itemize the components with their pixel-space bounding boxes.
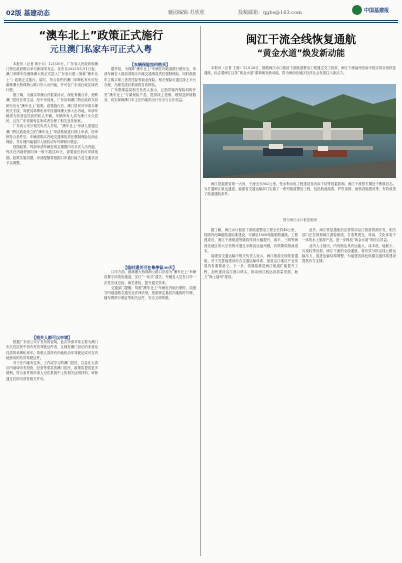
photo-caption bbox=[204, 218, 396, 226]
logo-wordmark: 中国基建报 bbox=[364, 8, 390, 14]
right-article-title: 闽江干流全线恢复通航 bbox=[246, 33, 356, 46]
right-article-column-1 bbox=[204, 228, 298, 408]
right-article-column-2 bbox=[302, 228, 396, 408]
paragraph: 闽江是福建省第一大河，干流全长562公里。受水利水电工程建设及河床下切等因素影响，闽江干流曾长期处于断航状态。为打通闽江航运通道，福建省交通运输部门实施了一系列航道整治工程，包括航道疏浚、护岸加固、助航设施建设等，有效改善了航道通航条件。 bbox=[204, 182, 396, 197]
page-section-label: 02版 基建动态 bbox=[6, 9, 50, 17]
right-article-body-top bbox=[204, 182, 396, 214]
newspaper-logo bbox=[352, 4, 398, 18]
left-article-column-1 bbox=[6, 62, 98, 332]
paragraph: 此外，闽江恢复通航后还将带动沿江旅游资源开发，相关部门正在规划闽江游轮航线，打造集观光、休闲、文化体验于一体的水上旅游产品，进一步释放“黄金水道”的综合效益。 bbox=[302, 228, 396, 243]
river-lock-photo bbox=[203, 84, 396, 178]
logo-icon bbox=[352, 5, 362, 15]
header-rule bbox=[4, 20, 398, 21]
paragraph: 本报讯（记者 林小月）12月30日，广东省人民政府和澳门特区政府联合举行新闻发布会，宣布自2023年1月1日起，澳门单牌车经港珠澳大桥正式进入广东省行驶（简称“澳车北上”）政策正式施行。届时，符合条件的澳门单牌私家车可经港珠澳大桥珠海公路口岸入出内地，并可在广东省行政区域内行驶。 bbox=[6, 62, 98, 93]
submission-email: 投稿邮箱：qgbs@163.com bbox=[238, 10, 302, 16]
paragraph: 据介绍，为保障“澳车北上”车辆在内地道路行驶安全，申请车辆在入境前须购买内地交通事故责任强制保险，同时鼓励车主购买第三者责任险等商业保险。相关保险可通过线上平台办理，办理完成后系统将自动核验。 bbox=[104, 67, 196, 87]
paragraph: 口岸方面，港珠澳大桥珠海公路口岸将为“澳车北上”车辆设置专用查验通道，实行“一站式”通关，车辆及人员在口岸一次性完成边检、海关查验，提升通关效率。 bbox=[104, 270, 196, 285]
left-article-column-2 bbox=[104, 62, 196, 262]
right-article-subtitle: “黄金水道”焕发新动能 bbox=[257, 49, 345, 59]
left-article-subtitle: 元旦澳门私家车可正式入粤 bbox=[49, 45, 152, 55]
paragraph: 按照政策，每部申请车辆在规定期限内可多次入出内地，每次在内地停留时间一般不超过30天，需要延长的可申请延期。政策实施初期，申请配额将根据口岸通行能力及交通状况予以调整。 bbox=[6, 145, 98, 165]
paragraph: 对于在内地有住所、工作或学习的澳门居民，以及在大湾区内地城市有投资、经营等需求的澳门居民，政策将提供更多便利。符合条件的申请人可在系统中上传相关证明材料，审核通过后即可获发相关许可。 bbox=[6, 361, 98, 381]
paragraph: 据了解，闽江水口枢纽下游航道整治工程全长约48公里，按照内河Ⅲ级航道标准建设，可满足1000吨级船舶通航。工程建成后，闽江干流航道等级将得到大幅提升，南平、三明等闽西北地区的大宗货物可通过水路直达福州港，有效降低物流成本。 bbox=[204, 228, 298, 253]
paragraph: 广东省公安厅相关负责人介绍，“澳车北上”申请人需通过澳门特区政府设立的“澳车北上”申请系统进行网上申请，经审核符合条件后，车辆须购买内地交通事故责任强制保险及商业保险，并办理内地临时入境机动车号牌和行驶证。 bbox=[6, 124, 98, 145]
section-heading-eligibility: 【相关人群可以申请】 bbox=[32, 335, 72, 340]
paragraph: 广东银保监局相关负责人表示，已指导辖内保险机构开发“澳车北上”专属保险产品，提供线上投保、理赔及跨境服务，切实保障澳门车主在内地的出行安全与合法权益。 bbox=[104, 88, 196, 103]
column-divider bbox=[200, 26, 201, 556]
paragraph: 据了解，为落实粤澳合作框架协议，深化粤澳合作，便利澳门居民在粤生活，经中央同意，广东省和澳门特区政府共同研究出台“澳车北上”政策。政策施行后，澳门居民可申请办理相关手续，驾驶其单牌私家车经港珠澳大桥入出内地，申请车辆须为非营运性质的私人车辆，车辆所有人须为澳门永久居民，且在广东省拥有住所或者办理了相关业务备案。 bbox=[6, 93, 98, 124]
paragraph: 根据广东省公安厅发布的说明，此次申请对象主要为澳门永久性居民中持有有效驾驶证件者，且拥有澳门登记的非营运性质的单牌私家车。驾驶人须持有内地机动车驾驶证或可在内地使用的有效驾驶证件。 bbox=[6, 340, 98, 360]
section-heading-customs: 【临时通关可在粤停留30天】 bbox=[123, 265, 177, 270]
paragraph: 业内人士指出，内河航运具有运能大、成本低、能耗少、污染轻等优势，闽江干流的全线通航，将有效分担沿线公路运输压力，促进运输结构调整，为福建省绿色低碳交通体系建设提供有力支撑。 bbox=[302, 243, 396, 264]
header-rule-thin bbox=[4, 22, 398, 23]
section-heading-insurance: 【车辆保险如何购买】 bbox=[130, 62, 170, 67]
paragraph: 本报讯（记者 王海）12月28日，随着闽江水口枢纽下游航道整治工程通过交工验收，闽江干流福州至南平段实现全线恢复通航，标志着闽江这条“黄金水道”重新焕发新动能，将为闽西北地区经济社会发展注入新活力。 bbox=[204, 66, 396, 76]
right-article-lead bbox=[204, 66, 396, 84]
left-article-column-1-lower bbox=[6, 335, 98, 557]
left-article-column-2-lower bbox=[104, 265, 196, 557]
paragraph: 福建省交通运输厅相关负责人表示，闽江航道全线恢复通航，对于完善福建省综合交通运输体系、促进沿江地区产业发展具有重要意义。下一步，将继续推进闽江航道扩能提升工程，加快建设沿江港口码头，推动闽江航运高质量发展，助力“海上福州”建设。 bbox=[204, 254, 298, 279]
editor-credit: 魅园编辑·苏欣欣 bbox=[168, 10, 205, 16]
caption-text: 图为闽江水口枢纽船闸 bbox=[283, 218, 317, 222]
paragraph: 交通部门提醒，驾驶“澳车北上”车辆在内地行驶时，须遵守内地道路交通安全法律法规，按照规定悬挂内地临时号牌，随车携带行驶证等相关证件，安全文明驾驶。 bbox=[104, 285, 196, 301]
left-article-title: “澳车北上”政策正式施行 bbox=[38, 29, 164, 42]
